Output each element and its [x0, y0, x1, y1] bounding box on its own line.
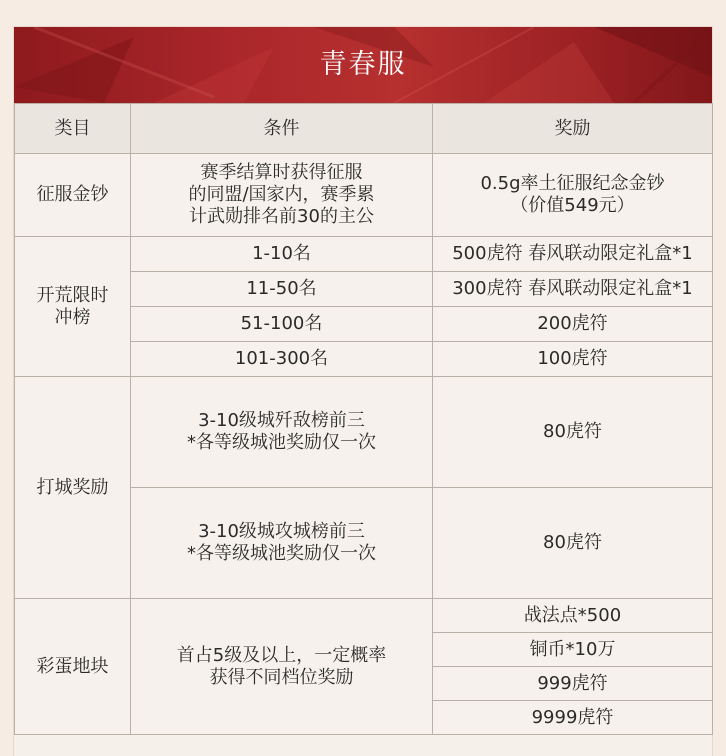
condition-line: 3-10级城攻城榜前三: [198, 521, 365, 542]
reward-cell: 80虎符: [433, 377, 713, 488]
condition-cell: 51-100名: [131, 307, 433, 342]
category-line: 开荒限时: [36, 284, 109, 306]
category-line: 冲榜: [54, 306, 91, 328]
reward-cell: 300虎符 春风联动限定礼盒*1: [433, 272, 713, 307]
condition-cell: 1-10名: [131, 237, 433, 272]
header-condition: 条件: [131, 104, 433, 154]
reward-cell: [433, 154, 713, 237]
reward-line: （价值549元）: [510, 195, 635, 216]
condition-line: 首占5级及以上，一定概率: [176, 644, 387, 666]
condition-cell: [131, 488, 433, 599]
reward-cell: 9999虎符: [433, 701, 713, 735]
table-row: [15, 599, 713, 633]
condition-line: *各等级城池奖励仅一次: [187, 543, 376, 564]
table-row: [15, 377, 713, 488]
reward-cell: 200虎符: [433, 307, 713, 342]
reward-cell: 战法点*500: [433, 599, 713, 633]
table-row: [15, 154, 713, 237]
category-cell: [15, 237, 131, 377]
condition-cell: 11-50名: [131, 272, 433, 307]
reward-cell: 铜币*10万: [433, 633, 713, 667]
header-reward: 奖励: [433, 104, 713, 154]
reward-cell: 999虎符: [433, 667, 713, 701]
reward-cell: 100虎符: [433, 342, 713, 377]
header-category: 类目: [15, 104, 131, 154]
category-cell: 打城奖励: [15, 377, 131, 599]
condition-cell: 101-300名: [131, 342, 433, 377]
condition-cell: [131, 377, 433, 488]
table-row: [15, 237, 713, 272]
reward-table: [14, 103, 713, 735]
title-banner: [14, 27, 712, 103]
category-cell: 征服金钞: [15, 154, 131, 237]
reward-line: 0.5g率土征服纪念金钞: [480, 173, 665, 194]
condition-line: 计武勋排名前30的主公: [189, 206, 374, 227]
reward-cell: 80虎符: [433, 488, 713, 599]
condition-line: 获得不同档位奖励: [209, 666, 354, 688]
condition-line: *各等级城池奖励仅一次: [187, 432, 376, 453]
condition-line: 3-10级城歼敌榜前三: [198, 410, 365, 431]
condition-line: 赛季结算时获得征服: [200, 162, 363, 183]
condition-line: 的同盟/国家内，赛季累: [188, 184, 375, 205]
table-header-row: [15, 104, 713, 154]
condition-cell: [131, 154, 433, 237]
page-title: 青春服: [319, 49, 407, 80]
condition-cell: [131, 599, 433, 735]
reward-card: [14, 27, 712, 756]
category-cell: 彩蛋地块: [15, 599, 131, 735]
reward-cell: 500虎符 春风联动限定礼盒*1: [433, 237, 713, 272]
